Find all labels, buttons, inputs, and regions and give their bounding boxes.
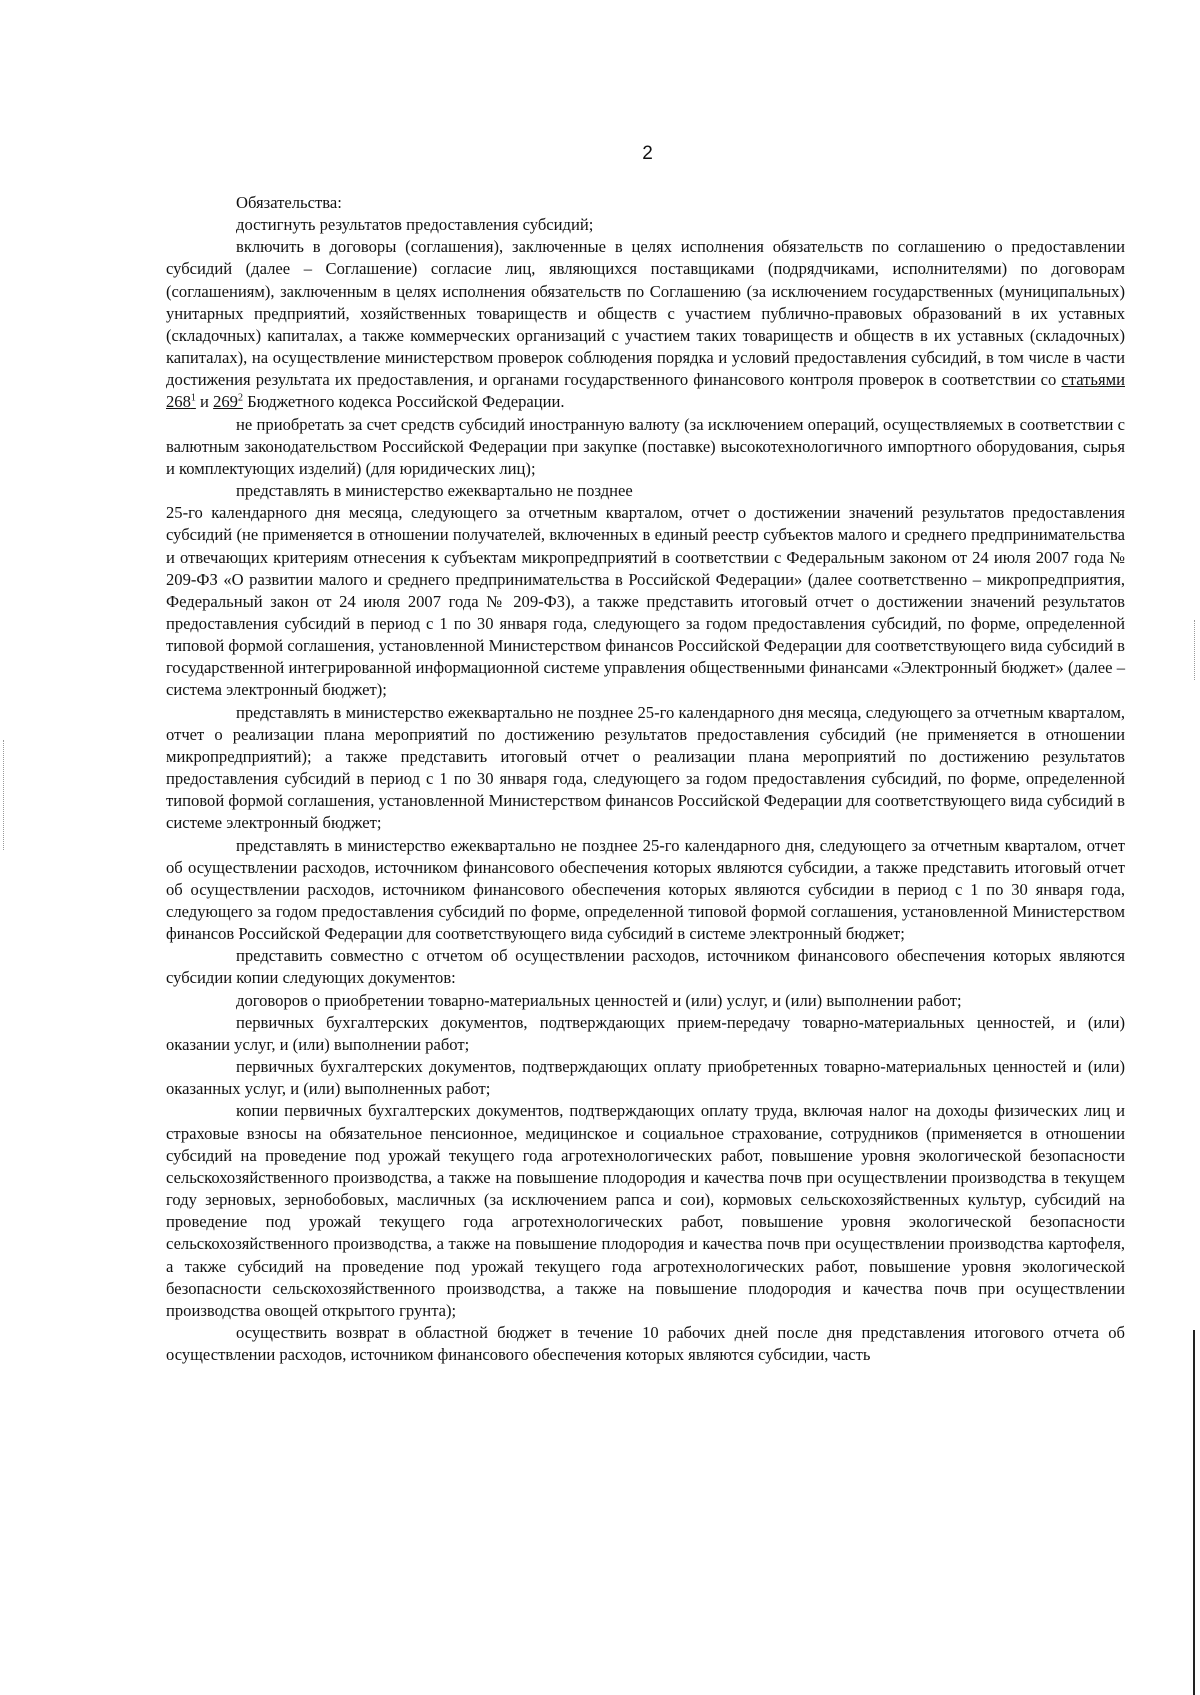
paragraph: представлять в министерство ежеквартально не позднее 25-го календарного дня месяца, следующего за отчетным кварталом, отчет о реализации плана мероприятий по достижению результатов предоставления субсидий (не применяется в отношении микропредприятий); а также представить итоговый отчет о реализации плана мероприятий по достижению результатов предоставления субсидий в период с 1 по 30 января года, следующего за годом предоставления субсидий, по форме, определенной типовой формой соглашения, установленной Министерством финансов Российской Федерации для соответствующего вида субсидий в системе электронный бюджет; [166, 702, 1125, 833]
paragraph: представить совместно с отчетом об осуществлении расходов, источником финансового обеспечения которых являются субсидии копии следующих документов: [166, 946, 1125, 988]
paragraph: 25-го календарного дня месяца, следующего за отчетным кварталом, отчет о достижении значений результатов предоставления субсидий (не применяется в отношении получателей, включенных в единый реестр субъектов малого и среднего предпринимательства и отвечающих критериям отнесения к субъектам микропредприятий в соответствии с Федеральным законом от 24 июля 2007 года № 209-ФЗ «О развитии малого и среднего предпринимательства в Российской Федерации» (далее соответственно – микропредприятия, Федеральный закон от 24 июля 2007 года № 209-ФЗ), а также представить итоговый отчет о достижении значений результатов предоставления субсидий в период с 1 по 30 января года, следующего за годом предоставления субсидий, по форме, определенной типовой формой соглашения, установленной Министерством финансов Российской Федерации для соответствующего вида субсидий в государственной интегрированной информационной системе управления общественными финансами «Электронный бюджет» (далее – система электронный бюджет); [166, 503, 1125, 700]
superscript: 1 [190, 392, 196, 404]
paragraph: осуществить возврат в областной бюджет в течение 10 рабочих дней после дня представления итогового отчета об осуществлении расходов, источником финансового обеспечения которых являются субсидии, часть [166, 1322, 1125, 1365]
paragraph: договоров о приобретении товарно-материальных ценностей и (или) услуг, и (или) выполнении работ; [236, 990, 962, 1010]
paragraph: первичных бухгалтерских документов, подтверждающих прием-передачу товарно-материальных ценностей, и (или) оказании услуг, и (или) выполнении работ; [166, 1012, 1125, 1054]
paragraph: представлять в министерство ежеквартально не позднее [236, 481, 633, 501]
paragraph: достигнуть результатов предоставления субсидий; [236, 215, 594, 235]
paragraph: копии первичных бухгалтерских документов, подтверждающих оплату труда, включая налог на доходы физических лиц и страховые взносы на обязательное пенсионное, медицинское и социальное страхование, сотрудников (применяется в отношении субсидий на проведение под урожай текущего года агротехнологических работ, повышение уровня экологической безопасности сельскохозяйственного производства, а также на повышение плодородия и качества почв при осуществлении производства в текущем году зерновых, зернобобовых, масличных (за исключением рапса и сои), кормовых сельскохозяйственных культур, субсидий на проведение под урожай текущего года агротехнологических работ, повышение уровня экологической безопасности сельскохозяйственного производства, а также на повышение плодородия и качества почв при осуществлении производства картофеля, а также субсидий на проведение под урожай текущего года агротехнологических работ, повышение уровня экологической безопасности сельскохозяйственного производства, а также на повышение плодородия и качества почв при осуществлении производства овощей открытого грунта); [166, 1101, 1125, 1320]
statute-link[interactable]: статьями $268^1$ [166, 370, 1125, 412]
paragraph: включить в договоры (соглашения), заключенные в целях исполнения обязательств по соглашению о предоставлении субсидий (далее – Соглашение) согласие лиц, являющихся поставщиками (подрядчиками, исполнителями) по договорам (соглашениям), заключенным в целях исполнения обязательств по Соглашению (за исключением государственных (муниципальных) унитарных предприятий, хозяйственных товариществ и обществ с участием публично-правовых образований в их уставных (складочных) капиталах, а также коммерческих организаций с участием таких товариществ и обществ в их уставных (складочных) капиталах), на осуществление министерством проверок соблюдения порядка и условий предоставления субсидий, в том числе в части достижения результата их предоставления, и органами государственного финансового контроля проверок в соответствии со статьями $268^1$ и $269^2$ Бюджетного кодекса Российской Федерации. [166, 237, 1125, 412]
section-heading: Обязательства: [236, 193, 342, 212]
scan-edge-dots [1194, 620, 1196, 680]
superscript: 2 [237, 392, 243, 404]
page-number: 2 [642, 143, 653, 164]
paragraph: первичных бухгалтерских документов, подтверждающих оплату приобретенных товарно-материальных ценностей и (или) оказанных услуг, и (или) выполненных работ; [166, 1057, 1125, 1099]
paragraph-text: Бюджетного кодекса Российской Федерации. [242, 392, 565, 412]
scan-edge-dots [3, 740, 5, 850]
paragraph-text: включить в договоры (соглашения), заключенные в целях исполнения обязательств по соглашению о предоставлении субсидий (далее – Соглашение) согласие лиц, являющихся поставщиками (подрядчиками, исполнителями) по договорам (соглашениям), заключенным в целях исполнения обязательств по Соглашению (за исключением государственных (муниципальных) унитарных предприятий, хозяйственных товариществ и обществ с участием публично-правовых образований в их уставных (складочных) капиталах, а также коммерческих организаций с участием таких товариществ и обществ в их уставных (складочных) капиталах), на осуществление министерством проверок соблюдения порядка и условий предоставления субсидий, в том числе в части достижения результата их предоставления, и органами государственного финансового контроля проверок в соответствии со [166, 237, 1125, 390]
scan-edge-line [1193, 1330, 1195, 1695]
document-body [166, 192, 1125, 1366]
paragraph: не приобретать за счет средств субсидий иностранную валюту (за исключением операций, осуществляемых в соответствии с валютным законодательством Российской Федерации при закупке (поставке) высокотехнологичного импортного оборудования, сырья и комплектующих изделий) (для юридических лиц); [166, 414, 1125, 478]
statute-link[interactable]: $269^2$ [213, 392, 243, 412]
paragraph: представлять в министерство ежеквартально не позднее 25-го календарного дня, следующего за отчетным кварталом, отчет об осуществлении расходов, источником финансового обеспечения которых являются субсидии, а также представить итоговый отчет об осуществлении расходов, источником финансового обеспечения которых являются субсидии в период с 1 по 30 января года, следующего за годом предоставления субсидий по форме, определенной типовой формой соглашения, установленной Министерством финансов Российской Федерации для соответствующего вида субсидий в системе электронный бюджет; [166, 835, 1125, 944]
